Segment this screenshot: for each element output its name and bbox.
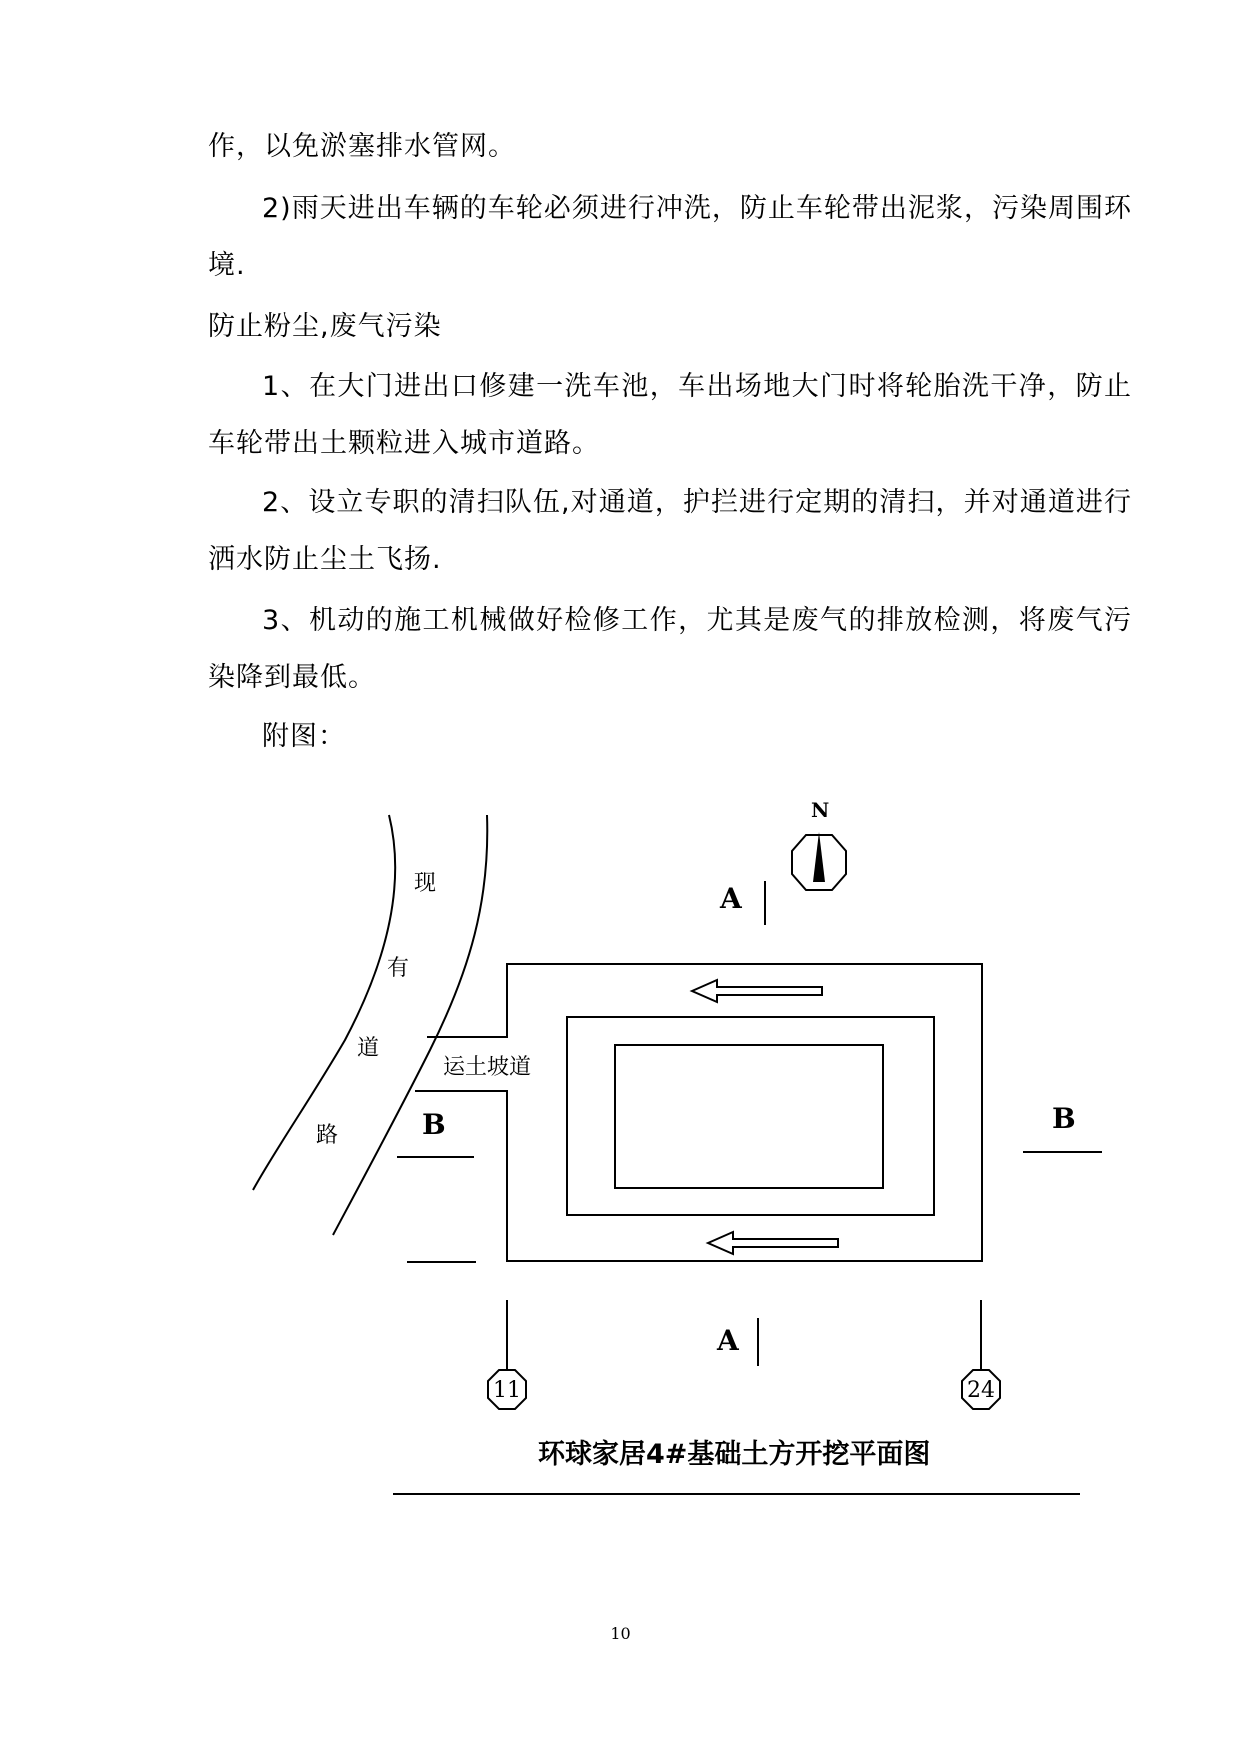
page-number: 10	[610, 1624, 631, 1643]
paragraph-2: 2)雨天进出车辆的车轮必须进行冲洗，防止车轮带出泥浆，污染周围环境.	[208, 193, 1132, 281]
road-label-char-2: 有	[387, 956, 410, 981]
ramp-label: 运土坡道	[443, 1055, 532, 1080]
paragraph-5: 3、机动的施工机械做好检修工作，尤其是废气的排放检测，将废气污染降到最低。	[208, 605, 1132, 693]
ramp-upper-line	[415, 964, 982, 1261]
road-label-char-3: 道	[357, 1036, 380, 1061]
axis-24-marker	[962, 1370, 1000, 1409]
section-a-top-label: A	[720, 882, 742, 915]
excavation-inner-rect	[615, 1045, 883, 1188]
north-compass-icon	[792, 798, 846, 890]
excavation-outer-rect	[567, 1017, 934, 1215]
paragraph-1: 作，以免淤塞排水管网。	[208, 131, 516, 162]
axis-24-label: 24	[967, 1378, 995, 1403]
axis-11-label: 11	[493, 1378, 521, 1403]
section-b-left-label: B	[422, 1108, 446, 1141]
road-edge-right	[333, 815, 487, 1235]
section-a-bottom-label: A	[717, 1324, 739, 1357]
north-label: N	[811, 798, 830, 822]
paragraph-3: 1、在大门进出口修建一洗车池，车出场地大门时将轮胎洗干净，防止车轮带出土颗粒进入城市道路。	[208, 371, 1132, 459]
flow-arrow-bottom	[708, 1232, 838, 1254]
road-label-char-1: 现	[414, 871, 437, 896]
appendix-label: 附图：	[262, 721, 346, 752]
section-heading: 防止粉尘,废气污染	[208, 311, 442, 342]
axis-11-marker	[488, 1370, 526, 1409]
flow-arrow-top	[692, 980, 822, 1002]
road-label-char-4: 路	[316, 1123, 339, 1148]
diagram-title: 环球家居4#基础土方开挖平面图	[538, 1439, 931, 1470]
paragraph-4: 2、设立专职的清扫队伍,对通道，护拦进行定期的清扫，并对通道进行洒水防止尘土飞扬.	[208, 487, 1132, 575]
section-b-right-label: B	[1052, 1102, 1076, 1135]
